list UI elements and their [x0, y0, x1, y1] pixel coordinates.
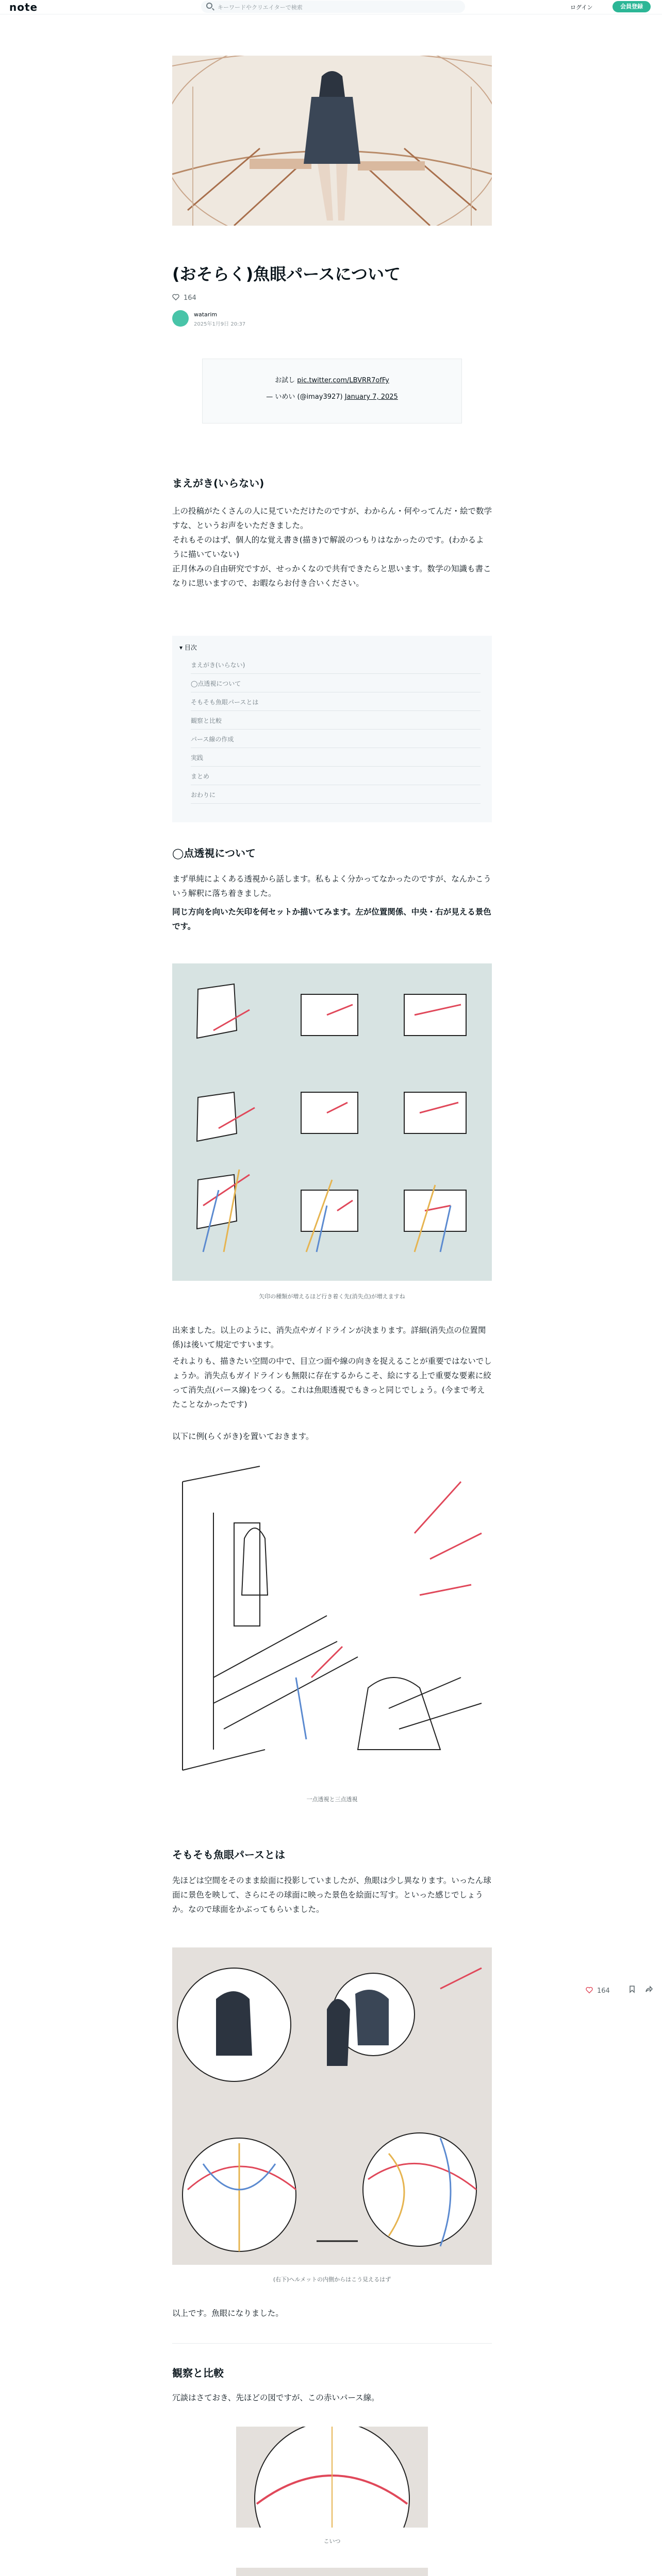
article-title: (おそらく)魚眼パースについて: [172, 264, 401, 284]
toc-item[interactable]: まとめ: [191, 768, 481, 785]
heart-icon[interactable]: [586, 1987, 593, 1994]
section-divider: [172, 2343, 492, 2344]
figure-arrows-vanishing: [172, 963, 492, 1281]
fisheye-paragraph-2: 以上です。魚眼になりました。: [172, 2309, 284, 2318]
toc-item[interactable]: 実践: [191, 749, 481, 767]
point-paragraph-5: 以下に例(らくがき)を置いておきます。: [172, 1432, 314, 1441]
floating-like-count: 164: [597, 1987, 610, 1995]
publish-date: 2025年1月9日 20:37: [194, 321, 246, 327]
figure-1-caption: 矢印の種類が増えるほど行き着く先(消失点)が増えますね: [259, 1293, 405, 1300]
embed-line-2: — いめい (@imay3927) January 7, 2025: [266, 393, 398, 401]
like-counter[interactable]: [172, 293, 196, 302]
figure-red-perspective-line: [236, 2427, 428, 2528]
heart-icon[interactable]: [172, 294, 179, 301]
hero-illustration: [172, 56, 492, 226]
bookmark-icon[interactable]: [628, 1985, 636, 1993]
toc-item[interactable]: パース線の作成: [191, 731, 481, 748]
note-logo[interactable]: note: [9, 1, 38, 13]
toc-item[interactable]: ◯点透視について: [191, 675, 481, 692]
search-input[interactable]: キーワードやクリエイターで検索: [218, 4, 303, 11]
figure-4-caption: こいつ: [323, 2538, 341, 2545]
observation-paragraph-1: 冗談はさておき、先ほどの図ですが、この赤いパース線。: [172, 2393, 379, 2402]
point-paragraph-1: まず単純によくある透視から話します。私もよく分かってなかったのですが、なんかこういう解釈に落ち着きました。: [172, 874, 491, 898]
avatar[interactable]: [172, 310, 189, 327]
embed-line-1: お試し pic.twitter.com/LBVRR7ofFy: [275, 377, 389, 384]
author-name[interactable]: watarim: [194, 311, 218, 318]
figure-2-caption: 一点透視と三点透視: [306, 1796, 358, 1803]
toc-item[interactable]: まえがき(いらない): [191, 656, 481, 674]
like-count: 164: [184, 294, 196, 302]
top-navigation-bar: [0, 0, 662, 14]
intro-paragraph-1: 上の投稿がたくさんの人に見ていただけたのですが、わからん・何やってんだ・絵で数学すな、というお声をいただきました。: [172, 506, 492, 530]
point-paragraph-2: 同じ方向を向いた矢印を何セットか描いてみます。左が位置関係、中央・右が見える景色です。: [172, 907, 491, 931]
heading-intro: まえがき(いらない): [172, 477, 264, 489]
signup-button[interactable]: 会員登録: [613, 1, 651, 12]
figure-sketch-one-three-point: [172, 1461, 492, 1785]
embed-date-link[interactable]: January 7, 2025: [344, 393, 398, 401]
search-box[interactable]: [201, 1, 465, 13]
fisheye-paragraph-1: 先ほどは空間をそのまま絵面に投影していましたが、魚眼は少し異なります。いったん球面に景色を映して、さらにその球面に映った景色を絵面に写す。といった感じでしょうか。なので球面をかぶってもらいました。: [172, 1876, 491, 1914]
figure-red-arrow-on-yellow: [236, 2568, 428, 2576]
login-link[interactable]: ログイン: [570, 4, 593, 11]
point-paragraph-4: それよりも、描きたい空間の中で、目立つ面や線の向きを捉えることが重要ではないでしょうか。消失点もガイドラインも無限に存在するからこそ、絵にする上で重要な要素に絞って消失点(パース線)をつくる。これは魚眼透視でもきっと同じでしょう。(今まで考えたことなかったです): [172, 1357, 492, 1409]
toc-item[interactable]: 観察と比較: [191, 712, 481, 730]
figure-helmet-sphere: [172, 1947, 492, 2265]
intro-paragraph-3: 正月休みの自由研究ですが、せっかくなので共有できたらと思います。数学の知識も書こなりに思いますので、お暇ならお付き合いください。: [172, 564, 491, 588]
floating-like[interactable]: [586, 1986, 610, 1995]
twitter-embed: [202, 359, 462, 423]
figure-3-caption: (右下)ヘルメットの内側からはこう見えるはず: [273, 2276, 391, 2283]
toc-toggle[interactable]: ▾ 目次: [179, 644, 197, 651]
heading-point-perspective: ◯点透視について: [172, 847, 256, 859]
share-icon[interactable]: [644, 1985, 653, 1993]
heading-observation: 観察と比較: [172, 2367, 224, 2379]
table-of-contents: [172, 636, 492, 822]
point-paragraph-3: 出来ました。以上のように、消失点やガイドラインが決まります。詳細(消失点の位置関係)は後いて規定ですいます。: [172, 1326, 486, 1349]
toc-item[interactable]: おわりに: [191, 786, 481, 804]
intro-paragraph-2: それもそのはず、個人的な覚え書き(描き)で解説のつもりはなかったのです。(わかるように描いていない): [172, 535, 484, 559]
search-icon: [206, 3, 212, 9]
embed-pic-link[interactable]: pic.twitter.com/LBVRR7ofFy: [297, 377, 389, 384]
heading-fisheye: そもそも魚眼パースとは: [172, 1849, 285, 1861]
toc-item[interactable]: そもそも魚眼パースとは: [191, 693, 481, 711]
